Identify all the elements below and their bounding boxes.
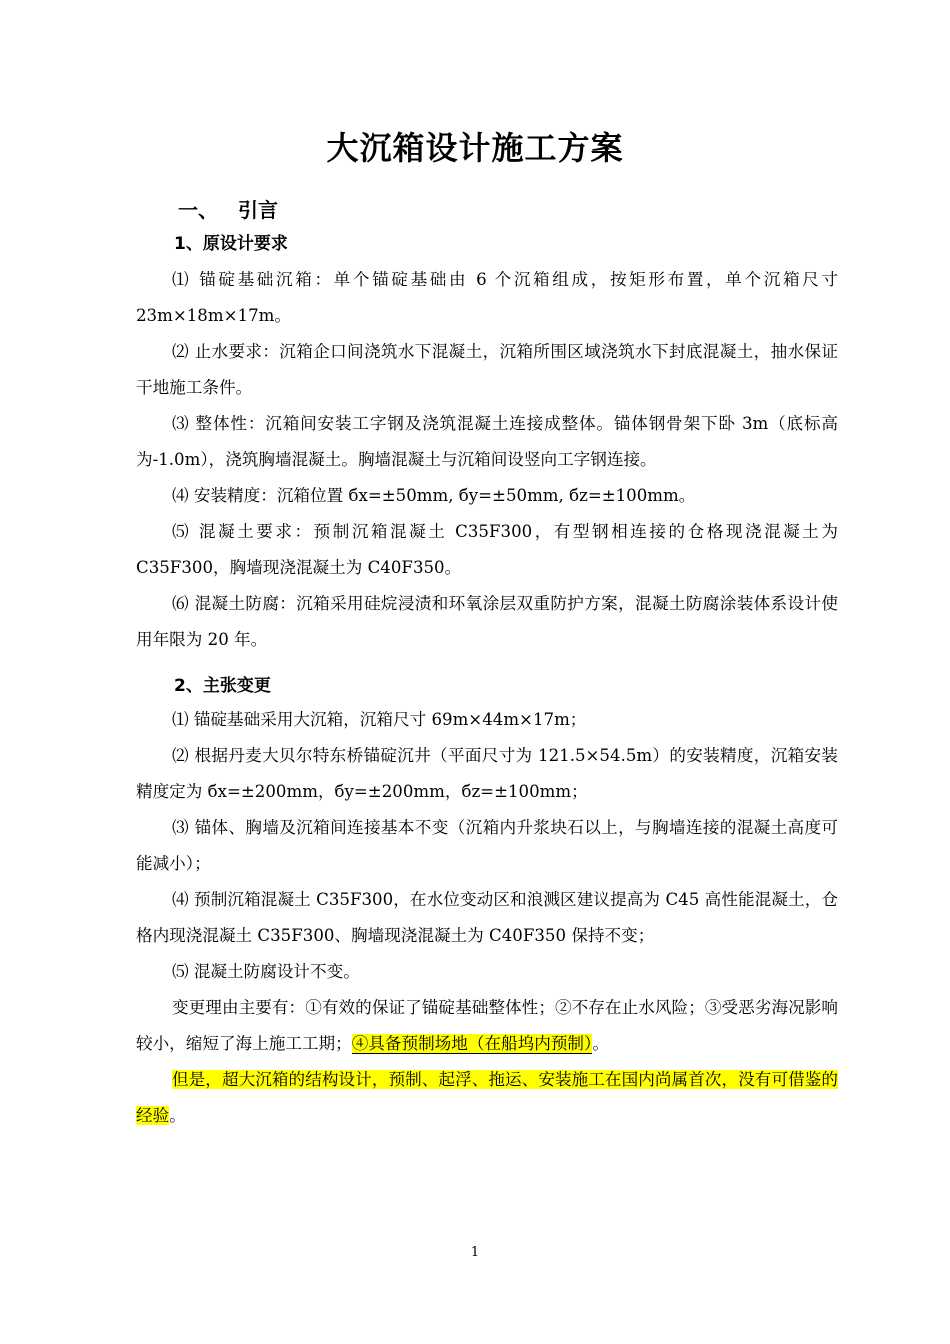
paragraph-concrete-grade: ⑷ 预制沉箱混凝土 C35F300，在水位变动区和浪溅区建议提高为 C45 高性能混凝土，仓格内现浇混凝土 C35F300、胸墙现浇混凝土为 C40F350 保持不变； bbox=[136, 890, 838, 945]
paragraph-anchor-caisson: ⑴ 锚碇基础沉箱：单个锚碇基础由 6 个沉箱组成，按矩形布置，单个沉箱尺寸 23m×18m×17m。 bbox=[136, 270, 838, 325]
warning-highlight: 但是，超大沉箱的结构设计，预制、起浮、拖运、安装施工在国内尚属首次，没有可借鉴的经验 bbox=[136, 1070, 838, 1125]
section-heading-text: 引言 bbox=[238, 198, 278, 222]
reason-end: 。 bbox=[592, 1034, 609, 1053]
paragraph-water-stop: ⑵ 止水要求：沉箱企口间浇筑水下混凝土，沉箱所围区域浇筑水下封底混凝土，抽水保证干地施工条件。 bbox=[136, 342, 838, 397]
subsection-heading-proposed-changes: 2、主张变更 bbox=[174, 676, 271, 696]
paragraph-install-precision: ⑷ 安装精度：沉箱位置 бx=±50mm, бy=±50mm, бz=±100mm。 bbox=[172, 486, 696, 505]
paragraph-precision-change: ⑵ 根据丹麦大贝尔特东桥锚碇沉井（平面尺寸为 121.5×54.5m）的安装精度，沉箱安装精度定为 бx=±200mm，бy=±200mm，бz=±100mm； bbox=[136, 746, 838, 801]
section-heading-introduction bbox=[178, 196, 278, 224]
paragraph-connection: ⑶ 锚体、胸墙及沉箱间连接基本不变（沉箱内升浆块石以上，与胸墙连接的混凝土高度可能减小）； bbox=[136, 818, 838, 873]
reason-highlight: ④具备预制场地（在船坞内预制） bbox=[351, 1034, 593, 1053]
document-title: 大沉箱设计施工方案 bbox=[326, 129, 624, 167]
paragraph-concrete-corrosion: ⑹ 混凝土防腐：沉箱采用硅烷浸渍和环氧涂层双重防护方案，混凝土防腐涂装体系设计使用年限为 20 年。 bbox=[136, 594, 838, 649]
paragraph-corrosion-unchanged: ⑸ 混凝土防腐设计不变。 bbox=[172, 962, 360, 981]
warning-end: 。 bbox=[169, 1106, 186, 1125]
paragraph-concrete-requirements: ⑸ 混凝土要求：预制沉箱混凝土 C35F300，有型钢相连接的仓格现浇混凝土为 C35F300，胸墙现浇混凝土为 C40F350。 bbox=[136, 522, 838, 577]
paragraph-warning bbox=[136, 1062, 838, 1134]
paragraph-large-caisson: ⑴ 锚碇基础采用大沉箱，沉箱尺寸 69m×44m×17m； bbox=[172, 710, 587, 729]
paragraph-integrity: ⑶ 整体性：沉箱间安装工字钢及浇筑混凝土连接成整体。锚体钢骨架下卧 3m（底标高为-1.0m），浇筑胸墙混凝土。胸墙混凝土与沉箱间设竖向工字钢连接。 bbox=[136, 414, 838, 469]
section-number: 一、 bbox=[178, 198, 218, 222]
reason-text: 变更理由主要有：①有效的保证了锚碇基础整体性；②不存在止水风险；③受恶劣海况影响较小，缩短了海上施工工期； bbox=[136, 998, 838, 1053]
paragraph-change-reasons bbox=[136, 990, 838, 1062]
subsection-heading-original-design: 1、原设计要求 bbox=[174, 234, 288, 254]
page-number: 1 bbox=[470, 1245, 480, 1260]
